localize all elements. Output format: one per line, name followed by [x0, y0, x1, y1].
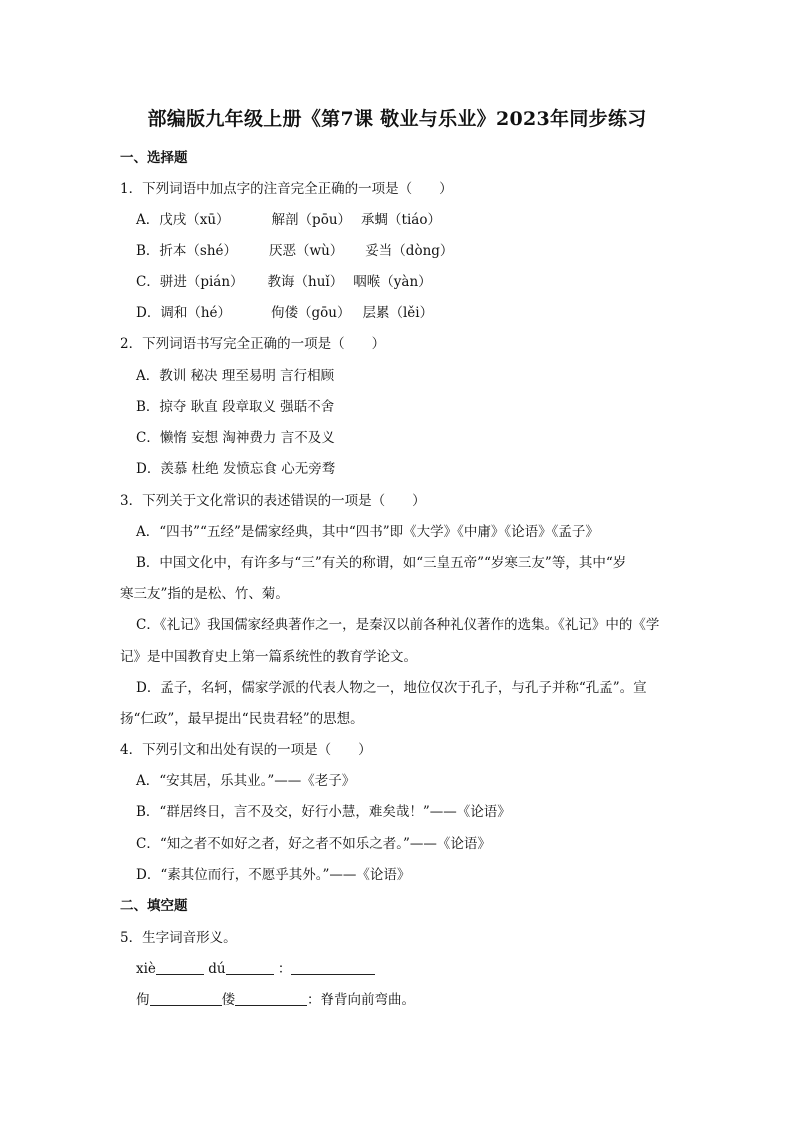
question-3-stem: 3．下列关于文化常识的表述错误的一项是（ ） — [120, 493, 426, 509]
question-1-option-a: A．戊戌（xū） 解剖（pōu） 承蜩（tiáo） — [136, 212, 441, 228]
section-heading-choice: 一、选择题 — [120, 150, 188, 166]
question-2-option-a: A．教训 秘决 理至易明 言行相顾 — [136, 368, 335, 384]
question-4-option-a: A．“安其居，乐其业。”——《老子》 — [136, 773, 356, 789]
document-title: 部编版九年级上册《第7课 敬业与乐业》2023年同步练习 — [147, 108, 647, 130]
question-3-option-d-line2: 扬“仁政”，最早提出“民贵君轻”的思想。 — [120, 711, 364, 727]
question-2-option-c: C．懒惰 妄想 淘神费力 言不及义 — [136, 430, 335, 446]
question-1-option-c: C．骈进（pián） 教诲（huǐ） 咽喉（yàn） — [136, 274, 432, 290]
question-3-option-c-line1: C．《礼记》我国儒家经典著作之一，是秦汉以前各种礼仪著作的选集。《礼记》中的《学 — [136, 617, 660, 633]
question-3-option-d-line1: D．孟子，名轲，儒家学派的代表人物之一，地位仅次于孔子，与孔子并称“孔孟”。宣 — [136, 680, 647, 696]
question-2-option-d: D．羡慕 杜绝 发愤忘食 心无旁骛 — [136, 461, 336, 477]
answer-blank[interactable] — [291, 962, 375, 975]
section-heading-fill: 二、填空题 — [120, 898, 188, 914]
question-5-line-2: 佝 偻 ：脊背向前弯曲。 — [136, 992, 415, 1008]
question-3-option-b-line1: B．中国文化中，有许多与“三”有关的称谓，如“三皇五帝”“岁寒三友”等，其中“岁 — [136, 555, 627, 571]
question-3-option-b-line2: 寒三友”指的是松、竹、菊。 — [120, 586, 289, 602]
question-4-option-c: C．“知之者不如好之者，好之者不如乐之者。”——《论语》 — [136, 836, 491, 852]
answer-blank[interactable] — [235, 993, 307, 1006]
question-5-line-1: xiè dú ： — [136, 957, 375, 977]
question-1-option-b: B．折本（shé） 厌恶（wù） 妥当（dòng） — [136, 243, 454, 259]
question-4-stem: 4．下列引文和出处有误的一项是（ ） — [120, 742, 372, 758]
answer-blank[interactable] — [150, 993, 222, 1006]
question-2-stem: 2．下列词语书写完全正确的一项是（ ） — [120, 336, 386, 352]
question-3-option-a: A．“四书”“五经”是儒家经典，其中“四书”即《大学》《中庸》《论语》《孟子》 — [136, 524, 599, 540]
question-2-option-b: B．掠夺 耿直 段章取义 强聒不舍 — [136, 399, 335, 415]
question-4-option-d: D．“素其位而行，不愿乎其外。”——《论语》 — [136, 867, 411, 883]
question-1-option-d: D．调和（hé） 佝偻（gōu） 层累（lěi） — [136, 305, 434, 321]
answer-blank[interactable] — [156, 962, 204, 975]
question-1-stem: 1．下列词语中加点字的注音完全正确的一项是（ ） — [120, 181, 453, 197]
question-3-option-c-line2: 记》是中国教育史上第一篇系统性的教育学论文。 — [120, 649, 417, 665]
question-4-option-b: B．“群居终日，言不及交，好行小慧，难矣哉！”——《论语》 — [136, 804, 511, 820]
answer-blank[interactable] — [226, 962, 274, 975]
question-5-stem: 5．生字词音形义。 — [120, 930, 237, 946]
